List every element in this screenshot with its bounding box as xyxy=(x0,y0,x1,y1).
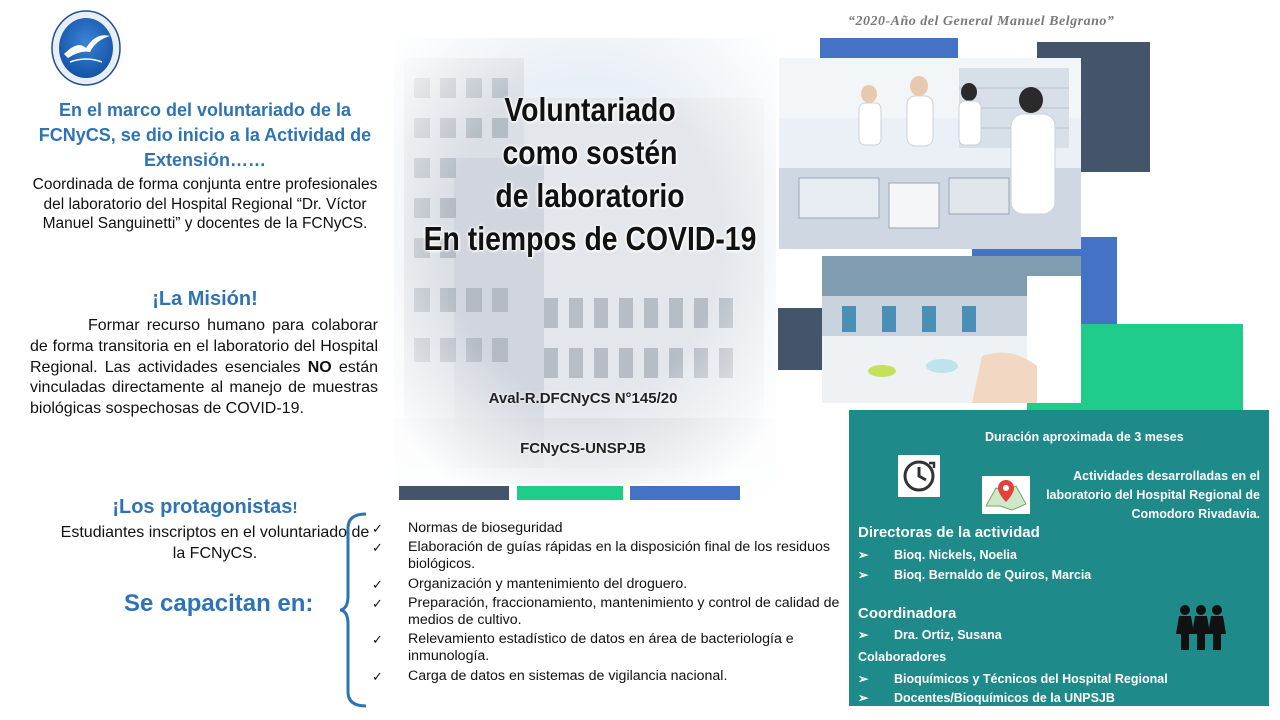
list-item-text: Organización y mantenimiento del droguero. xyxy=(408,575,688,592)
directoras-title: Directoras de la actividad xyxy=(858,524,1040,541)
arrow-bullet-icon: ➢ xyxy=(858,672,869,686)
list-item xyxy=(372,539,852,573)
list-item-text: Relevamiento estadístico de datos en área de bacteriología e inmunología. xyxy=(408,631,794,665)
arrow-bullet-icon: ➢ xyxy=(858,628,869,642)
decorative-bar-green xyxy=(517,486,623,500)
colaboradores-title: Colaboradores xyxy=(858,650,947,664)
protagonistas-heading-end: ! xyxy=(292,500,298,517)
mision-body xyxy=(30,316,378,420)
protagonistas-heading-main: ¡Los protagonistas xyxy=(112,496,293,518)
coordinadora-item xyxy=(858,627,1002,642)
poster-title-line: como sostén xyxy=(502,134,678,171)
checkmark-icon: ✓ xyxy=(372,595,383,611)
list-item-text: Preparación, fraccionamiento, mantenimiento y control de calidad de medios de cultivo. xyxy=(408,594,840,629)
decorative-bar-blue xyxy=(630,486,740,500)
coordinadora-name: Dra. Ortiz, Susana xyxy=(894,628,1002,642)
checkmark-icon: ✓ xyxy=(372,668,383,684)
duration-text: Duración aproximada de 3 meses xyxy=(985,430,1184,444)
arrow-bullet-icon: ➢ xyxy=(858,548,869,562)
mision-body-bold: NO xyxy=(307,358,332,376)
decorative-block-navy xyxy=(778,308,824,370)
directora-item xyxy=(858,547,1017,562)
training-checklist xyxy=(372,520,852,687)
directora-name: Bioq. Nickels, Noelia xyxy=(894,548,1017,562)
directora-name: Bioq. Bernaldo de Quiros, Marcia xyxy=(894,568,1092,582)
decorative-bar-navy xyxy=(399,486,509,500)
mision-body-text-1: Formar recurso humano para colaborar de forma transitoria en el laboratorio del Hospital Regional. Las actividades esenciales xyxy=(30,317,378,376)
curly-brace xyxy=(340,512,370,708)
list-item xyxy=(372,631,852,665)
colaborador-text: Docentes/Bioquímicos de la UNPSJB xyxy=(894,691,1115,705)
poster-title-line: de laboratorio xyxy=(495,177,685,214)
poster-title-line: En tiempos de COVID-19 xyxy=(423,220,757,257)
lab-photo-1 xyxy=(779,58,1081,249)
list-item xyxy=(372,595,852,629)
colaborador-item xyxy=(858,690,1115,705)
poster-title-line: Voluntariado xyxy=(504,91,676,128)
colaborador-item xyxy=(858,671,1168,686)
list-item xyxy=(372,576,852,593)
capacitan-heading: Se capacitan en: xyxy=(124,590,314,617)
organization-text: FCNyCS-UNSPJB xyxy=(520,440,646,457)
coordinadora-title: Coordinadora xyxy=(858,605,957,622)
intro-body: Coordinada de forma conjunta entre profesionales del laboratorio del Hospital Regional “Dr. Víctor Manuel Sanguinetti” y docentes de la FCNyCS. xyxy=(32,176,378,232)
checkmark-icon: ✓ xyxy=(372,521,383,536)
university-logo xyxy=(50,10,122,88)
mision-heading: ¡La Misión! xyxy=(152,288,258,310)
clock-icon xyxy=(898,455,940,497)
checkmark-icon: ✓ xyxy=(372,576,383,592)
checkmark-icon: ✓ xyxy=(372,632,383,648)
aval-text: Aval-R.DFCNyCS N°145/20 xyxy=(488,390,678,407)
activities-text: Actividades desarrolladas en el laboratorio del Hospital Regional de Comodoro Rivadavia. xyxy=(1046,469,1260,521)
poster-title xyxy=(421,88,758,260)
protagonistas-body: Estudiantes inscriptos en el voluntariado de la FCNyCS. xyxy=(60,524,370,562)
protagonistas-heading xyxy=(30,496,380,519)
list-item-text: Carga de datos en sistemas de vigilancia nacional. xyxy=(408,667,728,684)
checkmark-icon: ✓ xyxy=(372,540,383,556)
people-icon xyxy=(1176,604,1226,650)
colaborador-text: Bioquímicos y Técnicos del Hospital Regional xyxy=(894,672,1168,686)
intro-heading: En el marco del voluntariado de la FCNyCS, se dio inicio a la Actividad de Extensión…… xyxy=(38,100,372,170)
arrow-bullet-icon: ➢ xyxy=(858,691,869,705)
motto-text: “2020-Año del General Manuel Belgrano” xyxy=(848,14,1115,29)
list-item-text: Elaboración de guías rápidas en la disposición final de los residuos biológicos. xyxy=(408,539,830,573)
list-item xyxy=(372,668,852,685)
arrow-bullet-icon: ➢ xyxy=(858,568,869,582)
lab-photo-2 xyxy=(822,256,1081,403)
directora-item xyxy=(858,567,1091,582)
list-item xyxy=(372,520,852,537)
mision-body-text-2: están vinculadas directamente al manejo de muestras biológicas sospechosas de COVID-19. xyxy=(30,358,379,418)
list-item-text: Normas de bioseguridad xyxy=(408,520,563,536)
